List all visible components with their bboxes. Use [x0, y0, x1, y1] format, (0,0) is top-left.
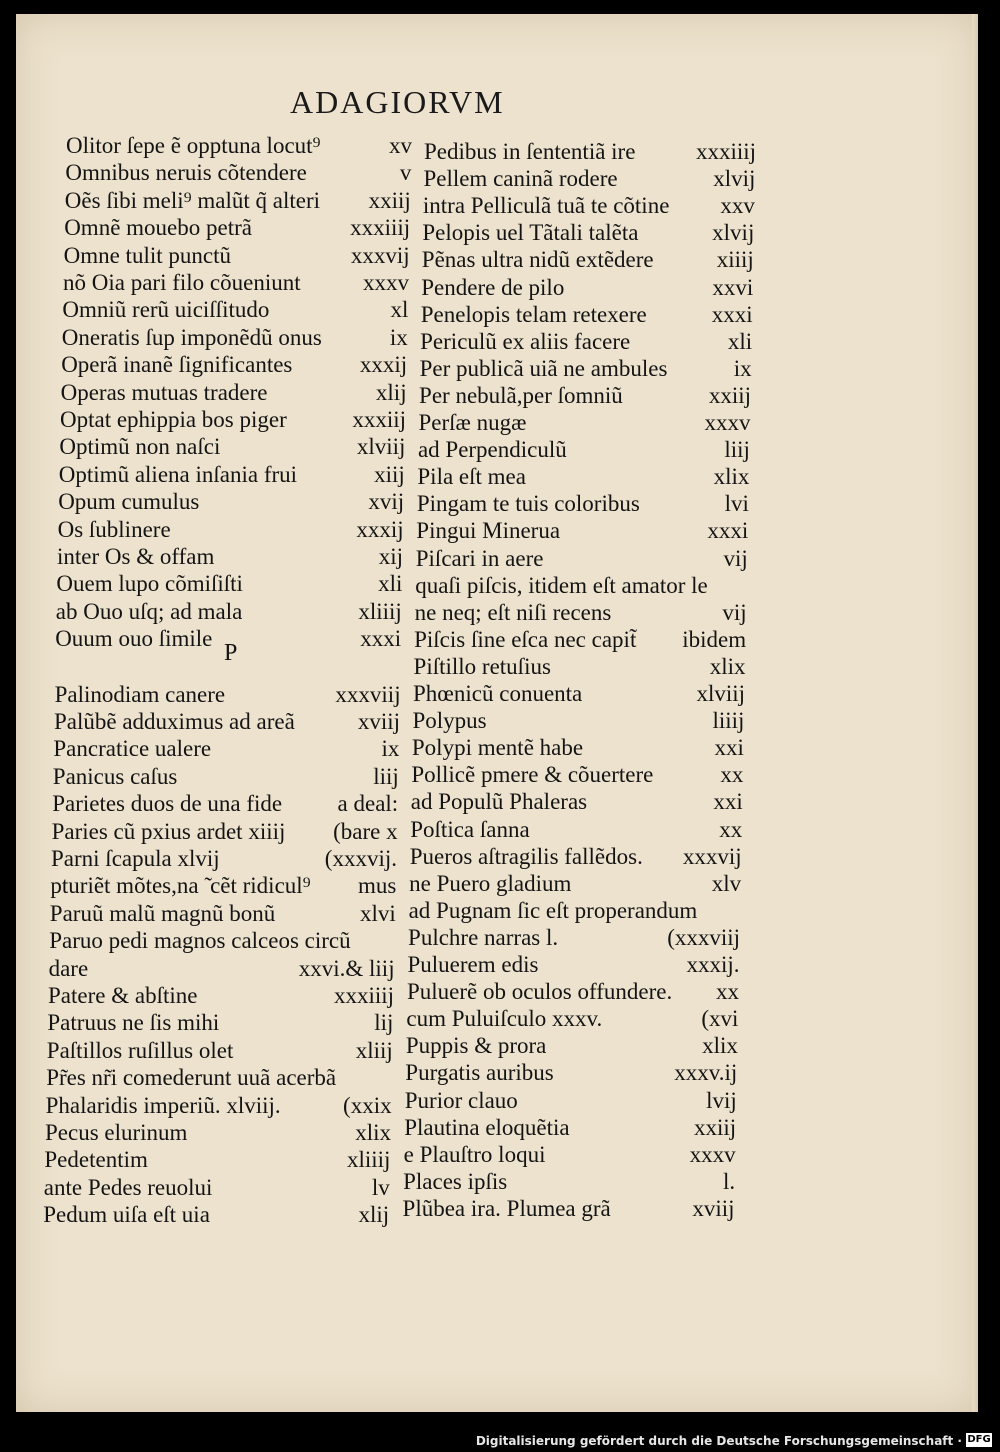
entry-text: Pingam te tuis coloribus — [416, 491, 640, 517]
index-entry — [64, 242, 410, 269]
entry-number: xlviij — [356, 434, 406, 460]
entry-text: Puluerem edis — [407, 952, 539, 977]
entry-text: Pedibus in ſententiã ire — [424, 139, 636, 164]
footer-credit: Digitalisierung gefördert durch die Deutsche Forschungsgemeinschaft · — [475, 1434, 962, 1448]
index-entry — [45, 1119, 391, 1146]
entry-text: Palinodiam canere — [54, 681, 226, 707]
entry-number: xiiij — [716, 247, 754, 273]
index-entry — [405, 1087, 737, 1114]
entry-text: Places ipſis — [403, 1168, 508, 1194]
index-entry — [408, 951, 740, 978]
entry-number: xxxiiij — [333, 983, 394, 1008]
entry-number: xij — [378, 544, 403, 569]
entry-text: intra Pelliculã tuã te cõtine — [422, 193, 670, 219]
entry-text: quaſi piſcis, itidem eſt amator le — [415, 572, 708, 598]
entry-number: xlvij — [712, 220, 755, 246]
entry-text: Omnẽ mouebo petrã — [64, 215, 252, 241]
entry-number: vij — [723, 545, 748, 571]
entry-number: xlix — [702, 1033, 738, 1059]
entry-text: Pelopis uel Tãtali talẽta — [422, 220, 639, 246]
index-entry — [411, 761, 743, 788]
entry-text: e Plauſtro loqui — [403, 1141, 546, 1167]
index-entry — [59, 461, 405, 488]
entry-number: xvij — [368, 489, 405, 515]
index-entry — [422, 246, 754, 273]
index-entry — [51, 845, 397, 872]
entry-text: ad Populũ Phaleras — [410, 789, 588, 815]
entry-text: Omniũ rerũ uiciſſitudo — [62, 297, 270, 323]
entry-text: Paruũ malũ magnũ bonũ — [49, 900, 276, 926]
index-entry — [409, 897, 741, 924]
index-entry — [43, 1201, 389, 1228]
entry-number: mus — [358, 873, 397, 899]
entry-text: Ouem lupo cõmiſiſti — [56, 571, 243, 597]
entry-text: Pedetentim — [44, 1147, 148, 1173]
index-entry — [408, 924, 740, 951]
entry-text: Patere & abſtine — [48, 983, 198, 1008]
entry-text: Pingui Minerua — [416, 518, 561, 544]
section-letter: P — [224, 640, 238, 666]
index-entry — [60, 406, 406, 433]
entry-text: Oneratis ſup imponẽdũ onus — [61, 324, 322, 350]
index-entry — [50, 900, 396, 927]
entry-text: Pancratice ualere — [53, 736, 212, 762]
entry-number: xlvij — [713, 166, 756, 192]
entry-number: xxiij — [694, 1114, 737, 1140]
entry-text: Ouum ouo ſimile — [55, 626, 213, 652]
index-entry — [61, 379, 407, 406]
entry-text: ne neq; eſt niſi recens — [414, 599, 612, 625]
entry-number: xxxi — [360, 626, 402, 652]
index-entry — [421, 301, 753, 328]
index-entry — [52, 818, 398, 845]
entry-number: xl — [390, 297, 409, 323]
index-entry — [419, 382, 751, 409]
index-entry — [410, 816, 742, 843]
entry-text: Paries cũ pxius ardet xiiij — [51, 818, 286, 844]
entry-text: Pedum uiſa eſt uia — [43, 1202, 210, 1228]
entry-text: nõ Oia pari filo cõueniunt — [63, 270, 301, 295]
entry-text: Operã inanẽ ſignificantes — [61, 352, 293, 378]
entry-text: Polypi mentẽ habe — [411, 735, 584, 761]
index-entry — [418, 436, 750, 463]
entry-text: Perſæ nugæ — [418, 410, 527, 435]
entry-text: Pẽnas ultra nidũ extẽdere — [421, 247, 654, 273]
entry-text: Operas mutuas tradere — [60, 379, 268, 405]
entry-text: Optimũ non naſci — [59, 434, 221, 460]
entry-number: xxiij — [708, 382, 752, 408]
entry-number: ix — [381, 736, 400, 762]
entry-number: xxxv — [689, 1141, 736, 1167]
index-entry — [417, 490, 749, 517]
index-entry — [417, 463, 749, 490]
index-entry — [414, 626, 746, 653]
entry-text: Parni ſcapula xlvij — [51, 846, 220, 871]
index-entry — [405, 1059, 737, 1086]
entry-number: xxxij. — [686, 952, 740, 977]
entry-number: v — [399, 160, 412, 186]
index-entry — [47, 1009, 393, 1036]
entry-text: Os ſublinere — [57, 516, 171, 542]
page-heading: ADAGIORVM — [290, 84, 505, 120]
entry-text: Purgatis auribus — [405, 1060, 554, 1086]
entry-text: Poſtica ſanna — [410, 816, 530, 842]
index-entry — [423, 192, 755, 219]
index-entry — [57, 543, 403, 570]
index-entry — [65, 159, 411, 186]
index-entry — [49, 955, 395, 982]
entry-number: xxxvij — [682, 843, 742, 869]
entry-number: xlix — [713, 464, 750, 490]
entry-number: xxi — [713, 789, 743, 815]
entry-number: ix — [389, 324, 408, 350]
entry-text: Parietes duos de una fide — [52, 791, 283, 817]
index-entry — [415, 572, 747, 599]
index-entry — [61, 351, 407, 378]
index-entry — [409, 870, 741, 897]
entry-number: xlviij — [696, 681, 745, 706]
entry-text: Polypus — [412, 708, 487, 734]
index-entry — [410, 843, 742, 870]
entry-number: xxxiij — [352, 407, 406, 432]
entry-text: Optat ephippia bos piger — [60, 407, 287, 432]
index-entry — [52, 790, 398, 817]
index-entry — [66, 132, 412, 159]
entry-text: inter Os & offam — [57, 544, 215, 569]
entry-number: l. — [722, 1168, 736, 1194]
entry-number: (bare x — [333, 818, 398, 844]
index-entry — [49, 927, 395, 954]
entry-number: xxxv.ij — [674, 1060, 738, 1086]
entry-number: xxxvij — [350, 242, 410, 268]
entry-text: ne Puero gladium — [409, 870, 572, 896]
index-entry — [62, 324, 408, 351]
entry-number: (xxxviij — [667, 924, 741, 950]
entry-text: Pecus elurinum — [45, 1120, 188, 1145]
entry-text: Purior clauo — [404, 1087, 518, 1113]
index-entry — [65, 187, 411, 214]
entry-number: xxxij — [356, 516, 404, 542]
index-entry — [47, 1037, 393, 1064]
index-entry — [424, 138, 756, 165]
entry-text: Per nebulã,per ſomniũ — [419, 382, 623, 408]
entry-text: Piſcari in aere — [415, 545, 544, 571]
entry-text: Omnibus neruis cõtendere — [65, 160, 307, 186]
entry-number: xlij — [358, 1202, 390, 1228]
entry-text: Penelopis telam retexere — [420, 301, 647, 327]
index-entry — [54, 708, 400, 735]
index-entry — [419, 409, 751, 436]
entry-text: Pendere de pilo — [421, 274, 565, 300]
entry-text: ante Pedes reuolui — [43, 1174, 213, 1200]
index-entry — [59, 433, 405, 460]
index-entry — [414, 653, 746, 680]
index-entry — [413, 680, 745, 707]
entry-text: Olitor ſepe ẽ opptuna locut⁹ — [66, 133, 321, 158]
entry-number: xliiij — [358, 598, 402, 624]
index-entry — [406, 1005, 738, 1032]
entry-number: ibidem — [682, 626, 747, 652]
entry-number: xviij — [357, 709, 400, 734]
index-entry — [44, 1146, 390, 1173]
entry-text: dare — [48, 955, 89, 981]
index-entry — [411, 788, 743, 815]
entry-number: xlij — [375, 379, 407, 405]
entry-number: (xxix — [343, 1092, 392, 1118]
index-entry — [58, 516, 404, 543]
entry-text: Optimũ aliena inſania frui — [58, 461, 298, 487]
entry-text: pturiẽt mõtes,na ̃ cẽt ridicul⁹ — [50, 873, 311, 899]
entry-number: xx — [720, 762, 744, 788]
entry-text: Omne tulit punctũ — [63, 242, 231, 268]
entry-text: Paſtillos ruſillus olet — [46, 1037, 234, 1063]
entry-text: Periculũ ex aliis facere — [420, 328, 631, 354]
entry-text: Piſtillo retuſius — [413, 653, 551, 679]
index-entry — [412, 707, 744, 734]
entry-number: (xxxvij. — [324, 846, 397, 871]
entry-text: ad Perpendiculũ — [417, 437, 567, 463]
dfg-logo: DFG — [967, 1434, 991, 1445]
entry-text: ab Ouo uſq; ad mala — [55, 598, 243, 624]
index-entry — [412, 734, 744, 761]
entry-text: Plautina eloquẽtia — [404, 1114, 570, 1140]
index-entry — [416, 545, 748, 572]
index-entry — [46, 1092, 392, 1119]
entry-number: xxxi — [711, 301, 753, 327]
index-entry — [406, 1032, 738, 1059]
entry-number: lij — [374, 1010, 394, 1036]
entry-text: Patruus ne ſis mihi — [47, 1010, 220, 1036]
entry-number: xxvi — [712, 274, 754, 300]
entry-number: xviij — [692, 1195, 735, 1221]
entry-number: vij — [722, 599, 747, 625]
index-entry — [420, 328, 752, 355]
entry-number: lvij — [706, 1087, 737, 1113]
entry-text: Pueros aſtragilis fallẽdos. — [409, 843, 643, 869]
entry-text: Panicus caſus — [52, 763, 178, 789]
entry-text: Opum cumulus — [58, 489, 200, 515]
entry-number: xxxv — [363, 270, 409, 295]
entry-number: xliiij — [346, 1147, 391, 1173]
entry-number: xv — [389, 133, 412, 158]
entry-number: xlv — [711, 870, 742, 896]
entry-number: (xvi — [701, 1006, 739, 1032]
entry-number: xx — [715, 979, 739, 1005]
page-edge — [972, 14, 978, 1412]
entry-number: xxxi — [707, 518, 749, 544]
index-entry — [50, 872, 396, 899]
entry-text: Puluerẽ ob oculos offundere. — [406, 979, 673, 1005]
entry-text: Pila eſt mea — [417, 464, 526, 490]
index-entry — [415, 599, 747, 626]
entry-number: xx — [719, 816, 743, 842]
index-entry — [422, 219, 754, 246]
entry-number: xxxviij — [335, 681, 401, 707]
entry-text: Pr̃es nr̃i comederunt uuã acerbã — [46, 1065, 337, 1091]
entry-text: Pulchre narras l. — [408, 924, 559, 950]
index-entry — [407, 978, 739, 1005]
entry-number: xiij — [374, 461, 405, 487]
entry-number: liij — [724, 437, 750, 463]
entry-number: a deal: — [337, 791, 399, 817]
entry-number: lvi — [724, 491, 749, 517]
entry-number: xxiij — [368, 187, 411, 213]
entry-number: xlix — [355, 1120, 391, 1145]
index-entry — [423, 165, 755, 192]
index-entry — [53, 735, 399, 762]
entry-number: xxv — [720, 193, 755, 219]
index-entry — [55, 681, 401, 708]
index-entry — [58, 488, 404, 515]
index-entry — [403, 1168, 735, 1195]
entry-number: xli — [378, 571, 403, 597]
entry-number: xxxv — [704, 410, 751, 435]
index-entry — [44, 1174, 390, 1201]
index-entry — [421, 274, 753, 301]
index-entry — [420, 355, 752, 382]
entry-text: Phalaridis imperiũ. xlviij. — [45, 1092, 281, 1118]
index-entry — [56, 570, 402, 597]
index-entry — [404, 1114, 736, 1141]
index-entry — [53, 763, 399, 790]
entry-number: xxxiiij — [350, 215, 411, 241]
index-entry — [63, 269, 409, 296]
index-entry — [416, 517, 748, 544]
index-entry — [56, 598, 402, 625]
entry-text: Palũbẽ adduximus ad areã — [54, 709, 295, 734]
index-entry — [403, 1195, 735, 1222]
entry-text: cum Puluiſculo xxxv. — [406, 1006, 603, 1032]
entry-number: xxxiiij — [695, 139, 756, 164]
entry-number: xlvi — [360, 900, 396, 926]
entry-text: Piſcis ſine eſca nec capit̃ — [414, 626, 637, 652]
entry-number: xxvi.& liij — [298, 955, 395, 981]
entry-number: xlix — [709, 653, 746, 679]
entry-text: Paruo pedi magnos calceos circũ — [49, 928, 351, 954]
entry-number: xli — [727, 328, 753, 354]
entry-text: Per publicã uiã ne ambules — [419, 355, 668, 381]
entry-text: Puppis & prora — [405, 1033, 547, 1059]
entry-number: xxxij — [359, 352, 408, 378]
entry-number: xxi — [714, 735, 744, 761]
index-entry — [48, 982, 394, 1009]
index-entry — [404, 1141, 736, 1168]
entry-number: liiij — [712, 708, 745, 734]
index-entry — [62, 296, 408, 323]
entry-number: liij — [373, 763, 399, 789]
entry-text: Pellem caninã rodere — [423, 166, 618, 192]
entry-number: lv — [371, 1174, 390, 1200]
entry-text: Plũbea ira. Plumea grã — [402, 1195, 611, 1221]
entry-text: Pollicẽ pmere & cõuertere — [411, 762, 654, 788]
entry-text: Phœnicũ conuenta — [413, 681, 583, 706]
entry-number: xliij — [355, 1037, 393, 1063]
entry-text: Oẽs ſibi meli⁹ malũt q̃ alteri — [64, 187, 321, 213]
index-entry — [46, 1064, 392, 1091]
entry-number: ix — [733, 355, 752, 381]
entry-text: ad Pugnam ſic eſt properandum — [408, 897, 698, 923]
index-entry — [64, 214, 410, 241]
